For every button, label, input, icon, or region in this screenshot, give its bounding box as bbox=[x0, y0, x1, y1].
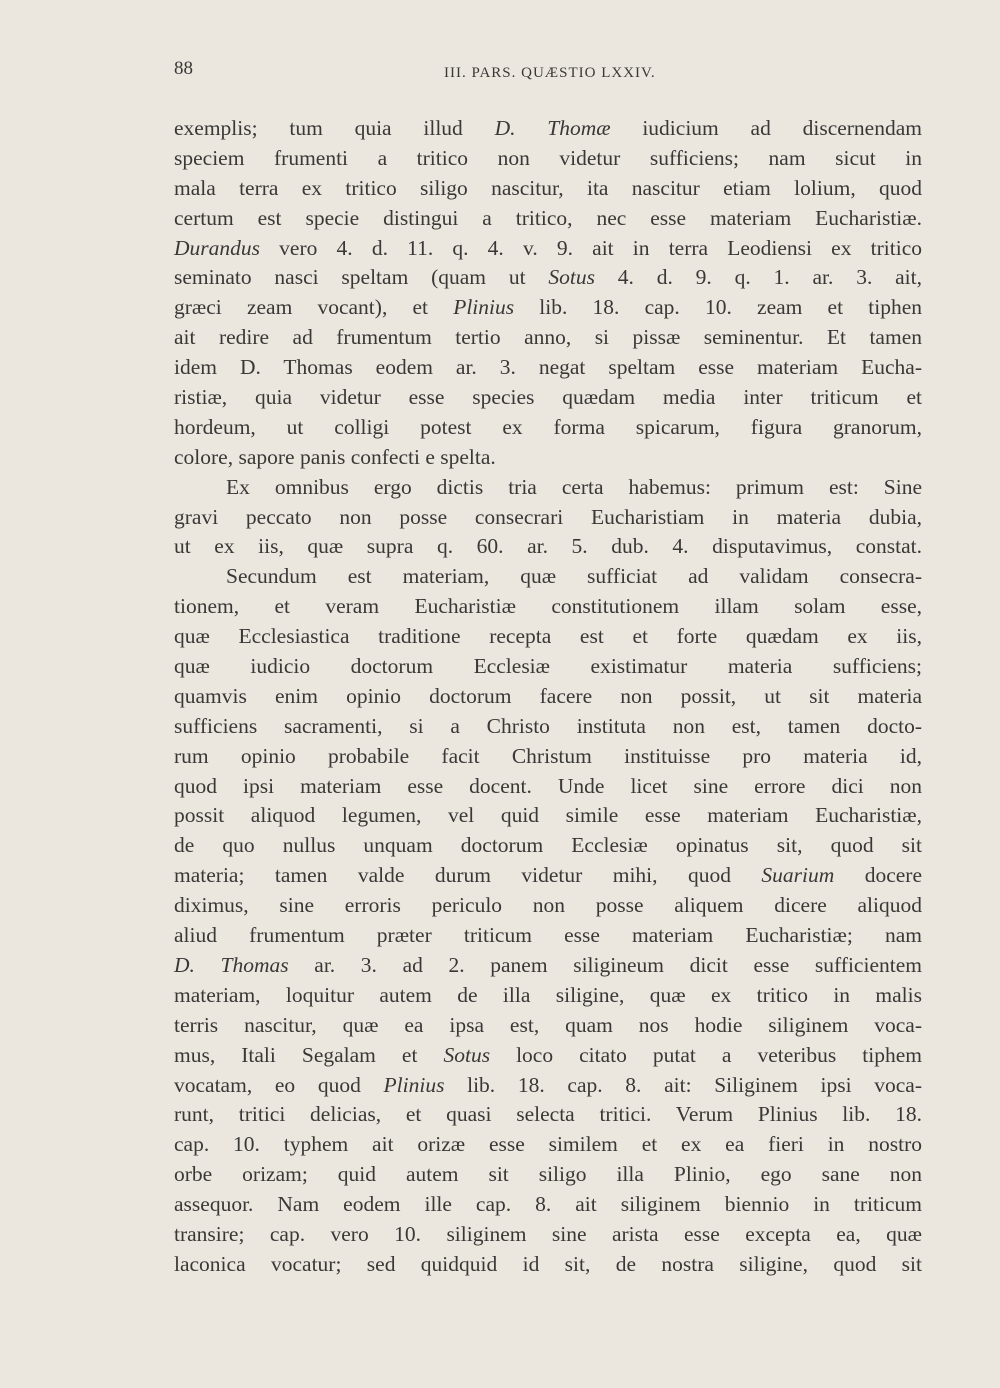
text-line bbox=[174, 1130, 922, 1160]
text-run: iudicium ad discernendam bbox=[610, 116, 922, 140]
text-line bbox=[174, 383, 922, 413]
italic-name: Sotus bbox=[548, 265, 595, 290]
text-run: exemplis; tum quia illud bbox=[174, 116, 495, 140]
text-run: seminato nasci speltam (quam ut bbox=[174, 265, 549, 290]
text-run: loco citato putat a veteribus tiphem bbox=[490, 1042, 923, 1067]
text-line bbox=[174, 473, 922, 503]
text-line bbox=[174, 951, 922, 981]
text-line bbox=[174, 323, 922, 353]
text-run: possit aliquod legumen, vel quid simile esse materiam Eucharistiæ, bbox=[174, 803, 922, 828]
running-head: III. PARS. QUÆSTIO LXXIV. bbox=[444, 65, 656, 81]
text-run: quamvis enim opinio doctorum facere non possit, ut sit materia bbox=[174, 683, 922, 708]
text-line bbox=[174, 114, 922, 144]
text-run: græci zeam vocant), et bbox=[174, 295, 454, 320]
italic-name: Suarium bbox=[761, 863, 835, 888]
text-line bbox=[174, 652, 922, 682]
text-line bbox=[174, 562, 922, 592]
text-line bbox=[174, 413, 922, 443]
text-run: Ex omnibus ergo dictis tria certa habemus: primum est: Sine bbox=[226, 474, 922, 499]
text-line bbox=[174, 921, 922, 951]
text-run: docere bbox=[834, 863, 922, 888]
text-line bbox=[174, 1250, 922, 1280]
text-run: certum est specie distingui a tritico, nec esse materiam Eucharistiæ. bbox=[174, 205, 922, 230]
text-line bbox=[174, 1041, 922, 1071]
text-line bbox=[174, 891, 922, 921]
text-line bbox=[174, 204, 922, 234]
text-line bbox=[174, 712, 922, 742]
text-run: quod ipsi materiam esse docent. Unde licet sine errore dici non bbox=[174, 773, 922, 798]
text-line bbox=[174, 801, 922, 831]
italic-name: Durandus bbox=[174, 235, 261, 260]
text-run: cap. 10. typhem ait orizæ esse similem et ex ea fieri in nostro bbox=[174, 1132, 922, 1157]
italic-name: Plinius bbox=[383, 1072, 445, 1097]
text-run: Secundum est materiam, quæ sufficiat ad validam consecra- bbox=[226, 564, 922, 589]
text-run: ait redire ad frumentum tertio anno, si pissæ seminentur. Et tamen bbox=[174, 325, 922, 350]
text-run: runt, tritici delicias, et quasi selecta tritici. Verum Plinius lib. 18. bbox=[174, 1102, 922, 1127]
text-line bbox=[174, 742, 922, 772]
italic-name: Plinius bbox=[453, 295, 515, 320]
text-run: orbe orizam; quid autem sit siligo illa Plinio, ego sane non bbox=[174, 1162, 922, 1187]
text-run: gravi peccato non posse consecrari Eucharistiam in materia dubia, bbox=[174, 504, 922, 529]
text-run: aliud frumentum præter triticum esse materiam Eucharistiæ; nam bbox=[174, 923, 922, 948]
text-line bbox=[174, 592, 922, 622]
text-line bbox=[174, 532, 922, 562]
text-run: materiam, loquitur autem de illa siligine, quæ ex tritico in malis bbox=[174, 982, 922, 1007]
italic-name: D. Thomæ bbox=[494, 116, 611, 140]
text-line bbox=[174, 981, 922, 1011]
text-run: lib. 18. cap. 8. ait: Siliginem ipsi voca- bbox=[444, 1072, 922, 1097]
text-run: diximus, sine erroris periculo non posse aliquem dicere aliquod bbox=[174, 893, 922, 918]
text-run: materia; tamen valde durum videtur mihi, quod bbox=[174, 863, 762, 888]
text-run: assequor. Nam eodem ille cap. 8. ait siliginem biennio in triticum bbox=[174, 1192, 922, 1217]
text-run: mus, Itali Segalam et bbox=[174, 1042, 444, 1067]
text-line bbox=[174, 622, 922, 652]
text-run: ar. 3. ad 2. panem siligineum dicit esse sufficientem bbox=[288, 952, 922, 977]
text-run: lib. 18. cap. 10. zeam et tiphen bbox=[514, 295, 922, 320]
italic-name: Sotus bbox=[443, 1042, 491, 1067]
text-run: de quo nullus unquam doctorum Ecclesiæ opinatus sit, quod sit bbox=[174, 833, 922, 858]
text-line bbox=[174, 503, 922, 533]
text-line bbox=[174, 1160, 922, 1190]
text-line bbox=[174, 1100, 922, 1130]
text-run: sufficiens sacramenti, si a Christo instituta non est, tamen docto- bbox=[174, 713, 922, 738]
text-run: mala terra ex tritico siligo nascitur, ita nascitur etiam lolium, quod bbox=[174, 175, 922, 200]
text-line bbox=[174, 861, 922, 891]
italic-name: D. Thomas bbox=[174, 952, 289, 977]
text-line bbox=[174, 682, 922, 712]
text-run: idem D. Thomas eodem ar. 3. negat speltam esse materiam Eucha- bbox=[174, 355, 922, 380]
text-run: terris nascitur, quæ ea ipsa est, quam nos hodie siliginem voca- bbox=[174, 1012, 922, 1037]
text-line bbox=[174, 263, 922, 293]
text-line bbox=[174, 1011, 922, 1041]
text-run: laconica vocatur; sed quidquid id sit, de nostra siligine, quod sit bbox=[174, 1251, 922, 1276]
text-line bbox=[174, 353, 922, 383]
text-run: hordeum, ut colligi potest ex forma spicarum, figura granorum, bbox=[174, 414, 922, 439]
text-line bbox=[174, 772, 922, 802]
text-run: quæ Ecclesiastica traditione recepta est et forte quædam ex iis, bbox=[174, 624, 922, 649]
text-line bbox=[174, 234, 922, 264]
text-line bbox=[174, 1220, 922, 1250]
page-number: 88 bbox=[174, 58, 193, 79]
page-header bbox=[174, 58, 922, 88]
text-line bbox=[174, 831, 922, 861]
text-run: colore, sapore panis confecti e spelta. bbox=[174, 444, 496, 469]
text-run: ut ex iis, quæ supra q. 60. ar. 5. dub. 4. disputavimus, constat. bbox=[174, 534, 922, 559]
body-text bbox=[174, 114, 922, 1280]
text-run: ristiæ, quia videtur esse species quædam media inter triticum et bbox=[174, 385, 922, 410]
text-run: 4. d. 9. q. 1. ar. 3. ait, bbox=[594, 265, 922, 290]
text-run: vero 4. d. 11. q. 4. v. 9. ait in terra Leodiensi ex tritico bbox=[260, 235, 922, 260]
text-line bbox=[174, 1071, 922, 1101]
text-run: vocatam, eo quod bbox=[174, 1072, 384, 1097]
text-run: quæ iudicio doctorum Ecclesiæ existimatur materia sufficiens; bbox=[174, 654, 922, 679]
text-line bbox=[174, 174, 922, 204]
text-run: rum opinio probabile facit Christum instituisse pro materia id, bbox=[174, 743, 922, 768]
text-line bbox=[174, 443, 922, 473]
text-line bbox=[174, 293, 922, 323]
text-run: speciem frumenti a tritico non videtur sufficiens; nam sicut in bbox=[174, 145, 922, 170]
text-run: tionem, et veram Eucharistiæ constitutionem illam solam esse, bbox=[174, 594, 922, 619]
text-run: transire; cap. vero 10. siliginem sine arista esse excepta ea, quæ bbox=[174, 1221, 922, 1246]
text-line bbox=[174, 144, 922, 174]
text-line bbox=[174, 1190, 922, 1220]
